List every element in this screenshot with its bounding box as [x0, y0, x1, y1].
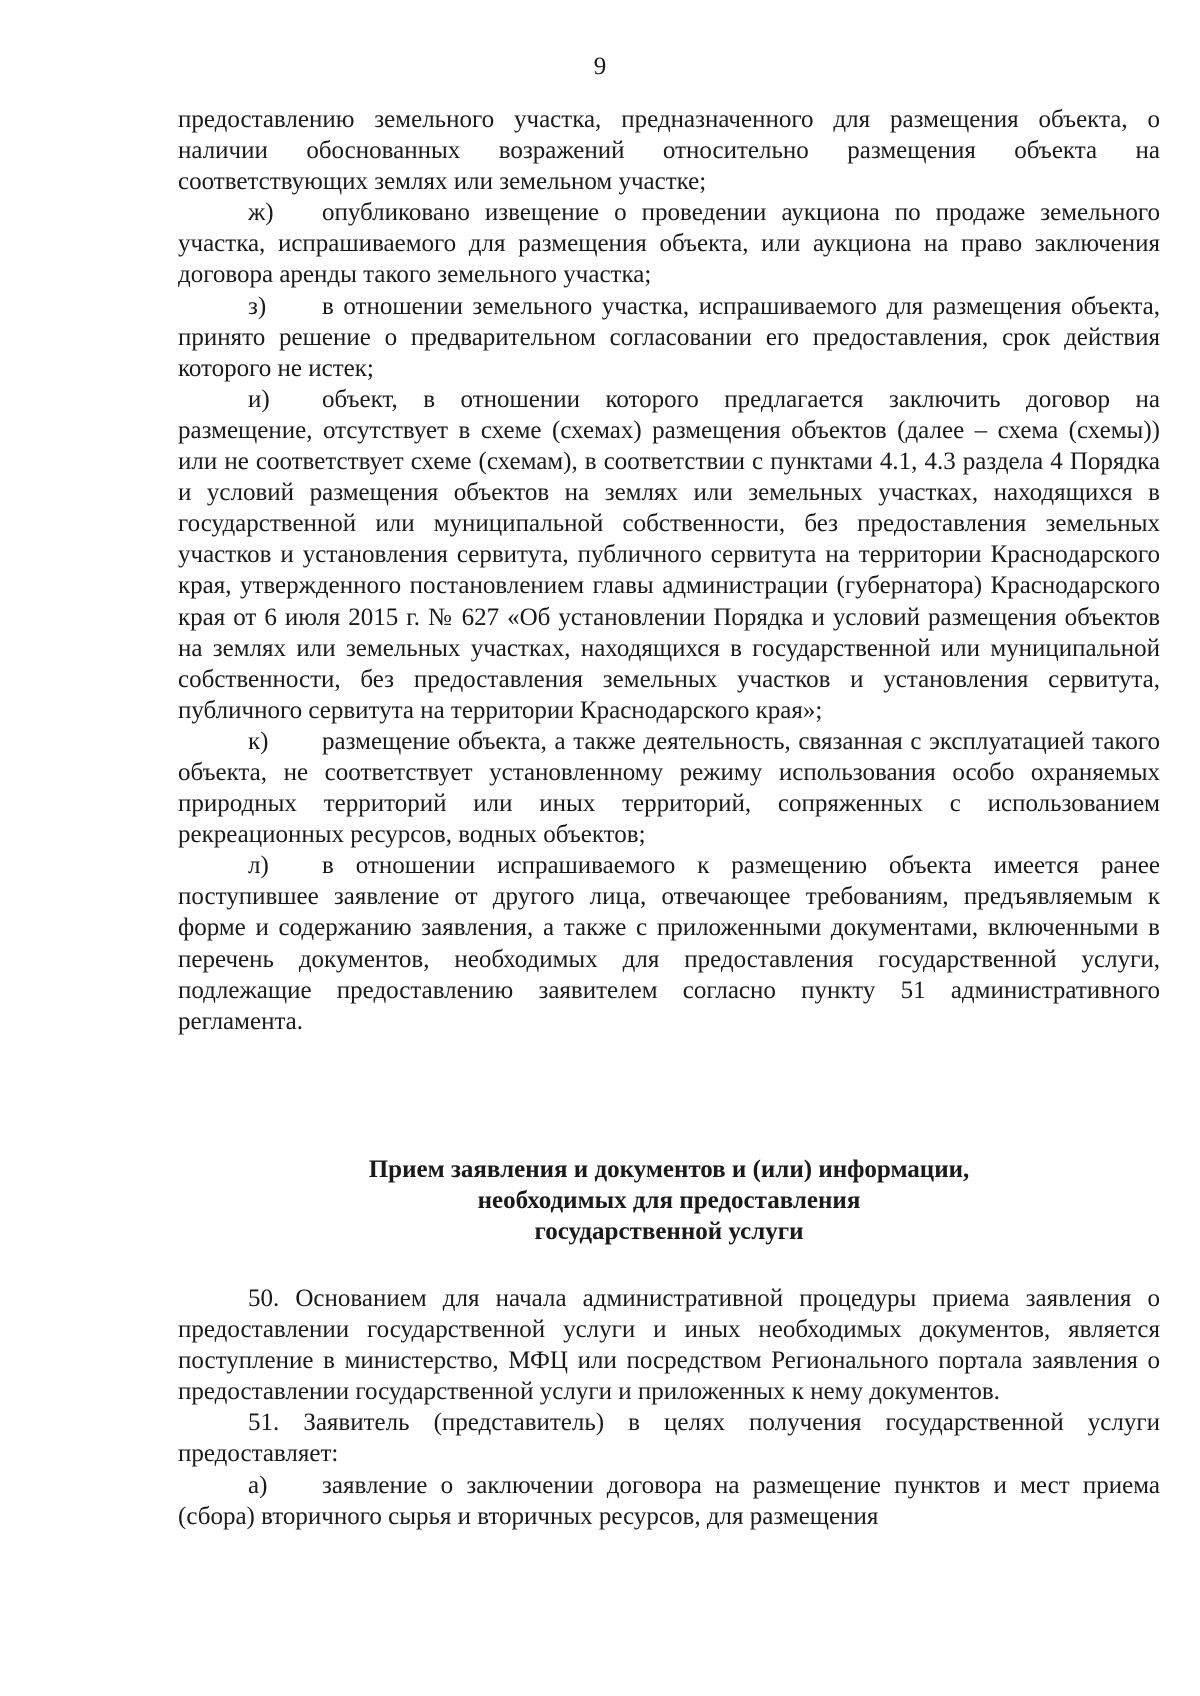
list-marker: л): [248, 852, 269, 880]
list-item-text: размещение объекта, а также деятельность, связанная с эксплуатацией такого объекта, не соответствует установленному режиму использования особо охраняемых природных территорий или иных территорий, сопряженных с использованием рекреационных ресурсов, водных объектов;: [178, 727, 1160, 849]
section-heading-line-1: Прием заявления и документов и (или) информации,: [368, 1156, 970, 1183]
body-text-top: [178, 104, 1160, 1037]
paragraph-continuation: предоставлению земельного участка, предназначенного для размещения объекта, о наличии обоснованных возражений относительно размещения объекта на соответствующих землях или земельном участке;: [178, 106, 1160, 196]
list-item-z: [178, 291, 1160, 384]
section-heading-line-2: необходимых для предоставления: [477, 1187, 861, 1215]
list-item-text: опубликовано извещение о проведении аукциона по продаже земельного участка, испрашиваемого для размещения объекта, или аукциона на право заключения договора аренды такого земельного участка;: [178, 199, 1160, 289]
list-marker: а): [248, 1471, 268, 1499]
list-item-text: в отношении испрашиваемого к размещению объекта имеется ранее поступившее заявление от другого лица, отвечающее требованиям, предъявляемым к форме и содержанию заявления, а также с приложенными документами, включенными в перечень документов, необходимых для предоставления государственной услуги, подлежащие предоставлению заявителем согласно пункту 51 административного регламента.: [178, 852, 1160, 1035]
list-item-text: заявление о заключении договора на размещение пунктов и мест приема (сбора) вторичного сырья и вторичных ресурсов, для размещения: [178, 1471, 1160, 1530]
paragraph-50: 50. Основанием для начала административной процедуры приема заявления о предоставлении государственной услуги и иных необходимых документов, является поступление в министерство, МФЦ или посредством Регионального портала заявления о предоставлении государственной услуги и приложенных к нему документов.: [178, 1285, 1160, 1406]
section-heading: [178, 1154, 1160, 1247]
page-number: 9: [593, 53, 607, 80]
list-item-text: объект, в отношении которого предлагается заключить договор на размещение, отсутствует в схеме (схемах) размещения объектов (далее – схема (схемы)) или не соответствует схеме (схемам), в соответствии с пунктами 4.1, 4.3 раздела 4 Порядка и условий размещения объектов на землях или земельных участках, находящихся в государственной или муниципальной собственности, без предоставления земельных участков и установления сервитута, публичного сервитута на территории Краснодарского края, утвержденного постановлением главы администрации (губернатора) Краснодарского края от 6 июля 2015 г. № 627 «Об установлении Порядка и условий размещения объектов на землях или земельных участках, находящихся в государственной или муниципальной собственности, без предоставления земельных участков и установления сервитута, публичного сервитута на территории Краснодарского края»;: [178, 385, 1160, 724]
list-item-i: [178, 384, 1160, 726]
list-marker: з): [248, 292, 267, 320]
section-heading-line-3: государственной услуги: [534, 1218, 804, 1246]
paragraph-51: 51. Заявитель (представитель) в целях получения государственной услуги предоставляет:: [178, 1409, 1160, 1468]
list-item-k: [178, 726, 1160, 850]
list-marker: к): [248, 727, 269, 755]
list-item-text: в отношении земельного участка, испрашиваемого для размещения объекта, принято решение о предварительном согласовании его предоставления, срок действия которого не истек;: [178, 292, 1160, 382]
list-item-l: [178, 850, 1160, 1037]
list-item-zh: [178, 197, 1160, 290]
list-marker: и): [248, 385, 270, 413]
list-item-a: [178, 1470, 1160, 1532]
list-marker: ж): [248, 199, 274, 227]
body-text-bottom: [178, 1283, 1160, 1532]
